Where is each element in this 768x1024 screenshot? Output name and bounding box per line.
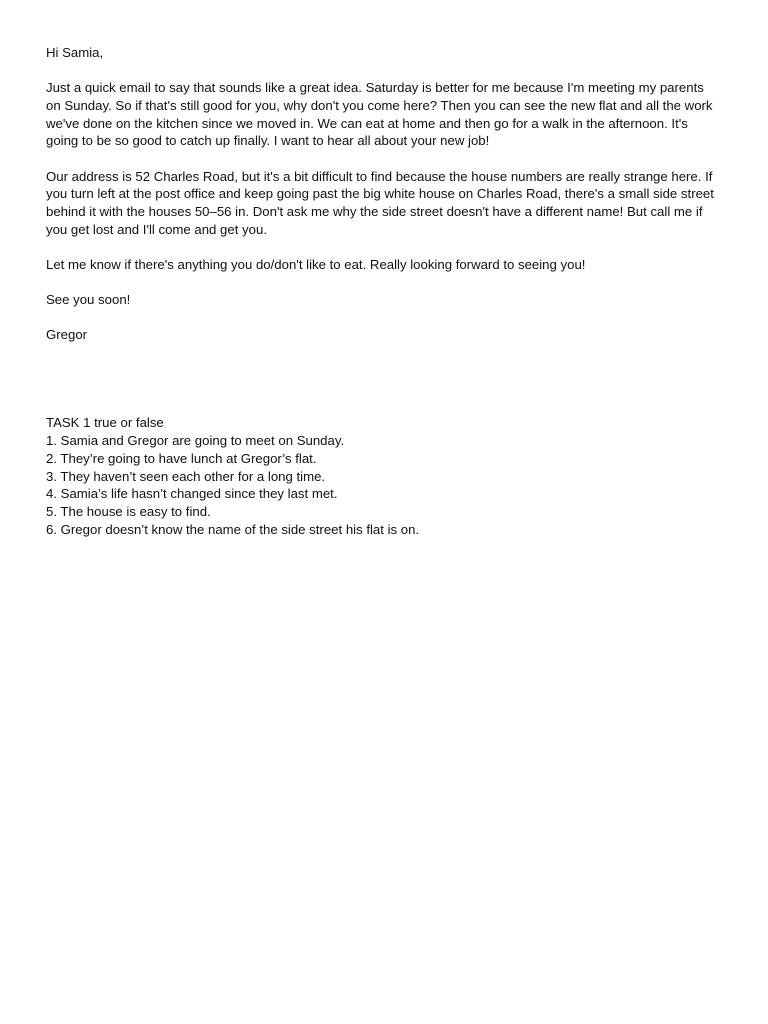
- task-item-4: 4. Samia’s life hasn’t changed since they last met.: [46, 486, 338, 502]
- email-signature: Gregor: [46, 327, 88, 343]
- task-item-1: 1. Samia and Gregor are going to meet on Sunday.: [46, 433, 345, 449]
- task-item-5: 5. The house is easy to find.: [46, 503, 211, 519]
- email-paragraph-1: Just a quick email to say that sounds like a great idea. Saturday is better for me because I'm meeting my parents on Sunday. So if that's still good for you, why don't you come here? Then you can see the new flat and all the work we've done on the kitchen since we moved in. We can eat at home and then go for a walk in the afternoon. It's going to be so good to catch up finally. I want to hear all about your new job!: [46, 80, 713, 149]
- email-greeting: Hi Samia,: [46, 45, 104, 60]
- task-section: [46, 414, 722, 538]
- email-paragraph-2: Our address is 52 Charles Road, but it's a bit difficult to find because the house numbers are really strange here. If you turn left at the post office and keep going past the big white house on Charles Road, there's a small side street behind it with the houses 50–56 in. Don't ask me why the side street doesn't have a different name! But call me if you get lost and I'll come and get you.: [46, 168, 714, 237]
- section-spacer: [46, 361, 722, 414]
- email-closing: See you soon!: [46, 292, 131, 308]
- task-item-3: 3. They haven’t seen each other for a long time.: [46, 468, 326, 484]
- task-item-2: 2. They’re going to have lunch at Gregor’s flat.: [46, 450, 317, 466]
- document-body: [46, 44, 722, 538]
- email-paragraph-3: Let me know if there's anything you do/don't like to eat. Really looking forward to seeing you!: [46, 256, 586, 272]
- task-title: TASK 1 true or false: [46, 415, 164, 431]
- task-item-6: 6. Gregor doesn’t know the name of the side street his flat is on.: [46, 521, 420, 537]
